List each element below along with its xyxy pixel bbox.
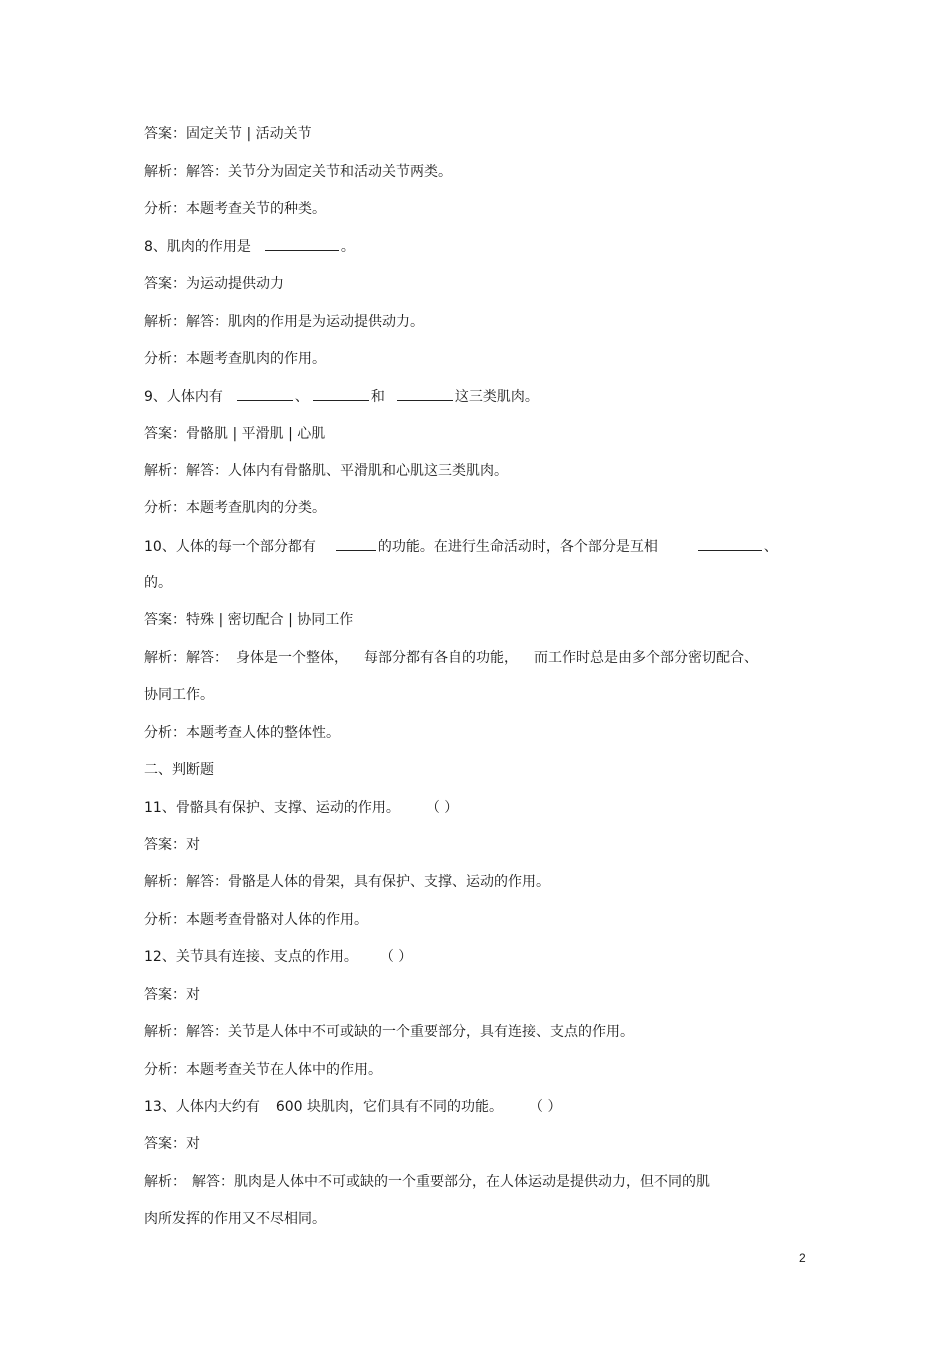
explanation-text: 解答：肌肉是人体中不可或缺的一个重要部分，在人体运动是提供动力，但不同的肌 (192, 1174, 710, 1190)
explanation-continued: 协同工作。 (144, 687, 214, 703)
explanation-text: 而工作时总是由多个部分密切配合、 (534, 650, 758, 666)
question-text: 9、人体内有 (144, 389, 223, 405)
fill-blank (237, 386, 293, 401)
answer-line: 答案：对 (144, 987, 200, 1003)
analysis-line: 分析：本题考查肌肉的作用。 (144, 351, 326, 367)
question-text: 、 (763, 539, 778, 555)
question-13 (144, 1097, 561, 1117)
answer-bracket: （ ） (379, 949, 413, 965)
fill-blank (313, 386, 369, 401)
analysis-line: 分析：本题考查关节的种类。 (144, 201, 326, 217)
explanation-text: 解析： (144, 1174, 186, 1190)
answer-bracket: （ ） (529, 1099, 562, 1115)
question-text: 这三类肌肉。 (454, 389, 539, 405)
question-text: 和 (370, 389, 385, 405)
explanation-line (144, 1172, 710, 1192)
answer-line: 答案：固定关节 | 活动关节 (144, 126, 312, 142)
question-text: 13、人体内大约有 (144, 1099, 260, 1115)
fill-blank (698, 536, 762, 551)
fill-blank (265, 236, 339, 251)
answer-bracket: （ ） (425, 800, 459, 816)
question-10 (144, 536, 778, 557)
explanation-line: 解析：解答：人体内有骨骼肌、平滑肌和心肌这三类肌肉。 (144, 463, 508, 479)
explanation-line: 解析：解答：关节是人体中不可或缺的一个重要部分，具有连接、支点的作用。 (144, 1024, 634, 1040)
explanation-line: 解析：解答：肌肉的作用是为运动提供动力。 (144, 314, 424, 330)
explanation-text: 身体是一个整体， (236, 650, 348, 666)
section-heading: 二、判断题 (144, 762, 214, 778)
explanation-continued: 肉所发挥的作用又不尽相同。 (144, 1211, 326, 1227)
fill-blank (336, 536, 376, 551)
question-text: 11、骨骼具有保护、支撑、运动的作用。 (144, 800, 400, 816)
explanation-line: 解析：解答：关节分为固定关节和活动关节两类。 (144, 164, 452, 180)
analysis-line: 分析：本题考查人体的整体性。 (144, 725, 340, 741)
analysis-line: 分析：本题考查关节在人体中的作用。 (144, 1062, 382, 1078)
fill-blank (397, 386, 453, 401)
question-text: 12、关节具有连接、支点的作用。 (144, 949, 358, 965)
question-11 (144, 798, 458, 818)
explanation-line: 解析：解答：骨骼是人体的骨架，具有保护、支撑、运动的作用。 (144, 874, 550, 890)
answer-line: 答案：骨骼肌 | 平滑肌 | 心肌 (144, 426, 326, 442)
question-8 (144, 236, 355, 257)
answer-line: 答案：对 (144, 837, 200, 853)
explanation-line (144, 648, 758, 668)
question-text: 10、人体的每一个部分都有 (144, 539, 316, 555)
explanation-text: 解析：解答： (144, 650, 228, 666)
question-12 (144, 947, 412, 967)
analysis-line: 分析：本题考查骨骼对人体的作用。 (144, 912, 368, 928)
question-10-continued: 的。 (144, 575, 172, 591)
explanation-text: 每部分都有各自的功能， (364, 650, 518, 666)
question-9 (144, 386, 539, 407)
answer-line: 答案：特殊 | 密切配合 | 协同工作 (144, 612, 354, 628)
answer-line: 答案：对 (144, 1136, 200, 1152)
page-number: 2 (799, 1251, 806, 1265)
question-text: 8、肌肉的作用是 (144, 239, 251, 255)
analysis-line: 分析：本题考查肌肉的分类。 (144, 500, 326, 516)
answer-line: 答案：为运动提供动力 (144, 276, 284, 292)
question-text: 。 (340, 239, 355, 255)
question-text: 的功能。在进行生命活动时，各个部分是互相 (377, 539, 658, 555)
question-text: 、 (294, 389, 309, 405)
question-text: 600 块肌肉，它们具有不同的功能。 (275, 1099, 503, 1115)
